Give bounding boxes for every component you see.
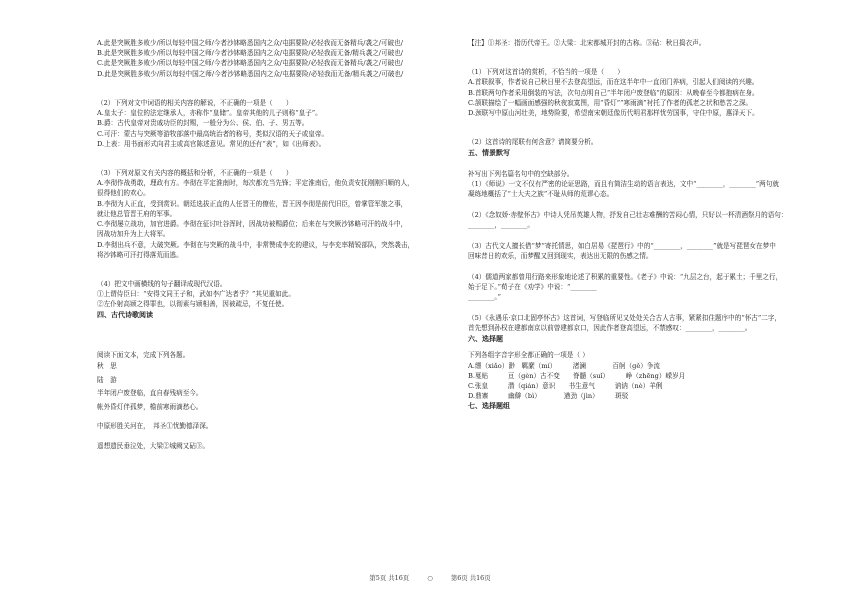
poem-line-2: 帐外昏灯伴孤梦，檐前寒雨滴愁心。: [97, 402, 203, 411]
q3-option-b: B.李彻为人正直，受到赏识。朝廷选拔正直的人任晋王的僚佐，晋王因李彻是前代旧臣，曾掌管军旅之事，: [97, 199, 408, 208]
dictation-5: （5）《永遇乐·京口北固亭怀古》这首词，写登临所见又处处关合古人古事，紧紧扣住题序中的“怀古”二字，: [468, 314, 782, 323]
pq1-option-b: B.首联两句作者采用倒装的写法，次句点明自己“半年闭户废登临”的原因：从晚春至今都抱病在身。: [468, 88, 759, 97]
q4-sentence-2: ②左仆射高颎之得罪也，以彻素与颎相善，因被疏忌，不复任使。: [97, 300, 289, 309]
pq1-option-a: A.首联叙事，作者说自己秋日里不去登高望远，而在这半年中一直闭门养病，引起人们阅读的兴趣。: [468, 78, 759, 87]
pq1-option-c: C.颔联描绘了一幅画面感强的秋夜寂寞图，用“昏灯”“寒雨滴”衬托了作者的孤老之状和愁苦之深。: [468, 98, 753, 107]
q2-option-d: D.上表：用书面形式向君主或高官陈述意见。常见的还有“表”，如《出师表》。: [97, 139, 326, 148]
q3-option-d-cont: 将沙钵略可汗打得落荒而逃。: [97, 250, 183, 259]
s6-option-a: A.缥（xiǎo）渺 羁縻（mí） 渚澜 百舸（gě）争流: [468, 361, 661, 370]
left-page-number: 第5页 共16页: [369, 574, 410, 582]
option-c: C.此是突厥胜多败少/所以每轻中国之师/今者沙钵略悉国内之众/屯据要险/必轻我而无备精兵/袭之/可破也/: [97, 59, 403, 68]
dictation-1: （1）《师说》一文不仅有严密的论证思路，而且有简洁生动的语言表达，文中“________，________”两句就: [468, 180, 779, 189]
dictation-1-cont: 凝练地概括了“士大夫之族”不耻从师的荒谬心态。: [468, 190, 614, 199]
q4-sentence-1: ①上谓侍臣曰：“安得文同王子和，武如李广达者乎？”其见重如此。: [97, 290, 295, 299]
reading-intro: 阅读下面文本，完成下列各题。: [97, 350, 190, 359]
poem-question-2: （2）这首诗的尾联有何含意？请简要分析。: [468, 138, 598, 147]
poem-line-4: 遥想遗民垂泣处，大梁②城阙又砧③。: [97, 441, 210, 450]
poem-question-1: （1）下列对这首诗的赏析，不恰当的一项是（ ）: [468, 68, 624, 77]
dictation-4-cont2: ________。”: [468, 293, 502, 302]
section-4-title: 四、古代诗歌阅读: [97, 310, 153, 319]
q3-option-c: C.李彻屡立战功，加官进爵。李彻在征讨吐谷浑时，因战功被赐爵位；后来在与突厥沙钵略可汗的战斗中，: [97, 220, 408, 229]
s6-option-b: B.戛贴 亘（gèn）古不变 脊髓（suǐ） 峥（zhēng）嵘岁月: [468, 371, 686, 380]
option-b: B.此是突厥胜多败少/所以每轻中国之师/今者沙钵略悉国内之众/屯据要险/必轻我而无备/精兵袭之/可破也/: [97, 49, 404, 58]
section-6-question: 下列各组字音字形全都正确的一项是（ ）: [468, 351, 589, 360]
q3-option-b-cont: 就让他总管晋王府的军事。: [97, 209, 177, 218]
dictation-5-cont: 首先想到孙权在建都南京以前曾建都京口，因此作者登高望远，不禁感叹：________，________。: [468, 324, 752, 333]
s6-option-d: D.鼎寨 幽僻（bì） 遒劲（jìn） 斑驳: [468, 392, 629, 401]
poem: [97, 360, 453, 453]
question-3: （3）下列对原文有关内容的概括和分析，不正确的一项是（ ）: [97, 168, 293, 177]
dictation-3-cont: 回味昔日的欢乐，而梦醒又回到现实，表达出无限的伤感之情。: [468, 252, 653, 261]
poem-line-3: 中原形胜关河在， 邦圣①忧勤德泽深。: [97, 422, 213, 431]
page-footer: [0, 573, 860, 582]
q2-option-a: A.皇太子：皇位的法定继承人，亦称作“皇储”。皇帝其他的儿子则称“皇子”。: [97, 109, 322, 118]
dictation-4-cont: 始于足下。”荀子在《劝学》中说：“________: [468, 283, 597, 292]
section-5-title: 五、情景默写: [468, 148, 510, 157]
poem-line-1: 半年闭户废登临，直自春残病至今。: [97, 389, 203, 398]
poem-title: 秋 思: [97, 362, 117, 371]
dictation-4: （4）儒道两家都曾用行路来形象地论述了积累的重要性。《老子》中说：“九层之台，起于累土；千里之行，: [468, 272, 783, 281]
question-2: （2）下列对文中词语的相关内容的解说，不正确的一项是（ ）: [97, 98, 293, 107]
s6-option-c: C.张皇 潜（qián）意识 书生意气 讷讷（nè）羊俐: [468, 382, 663, 390]
left-column: [97, 38, 453, 453]
question-4: （4）把文中画横线的句子翻译成现代汉语。: [97, 279, 227, 288]
section-7-title: 七、选择题组: [468, 402, 510, 411]
q2-option-c: C.可汗：蒙古与突厥等游牧部落中最高统治者的称号，类似汉语的天子或皇帝。: [97, 129, 329, 138]
dictation-2: （2）《念奴娇·赤壁怀古》中诗人凭吊英雄人物，抒发自己壮志难酬的苦闷心情，只好以一杯清酒祭月的语句：: [468, 211, 788, 220]
q3-option-d: D.李彻出兵不意，大破突厥。李彻在与突厥的战斗中，非常赞成李充的建议，与李充率精锐部队，突然袭击，: [97, 240, 415, 249]
q3-option-a: A.李彻作战勇敢，理政有方。李彻在平定淮南时，每次都充当先锋；平定淮南后，他负责安抚刚刚归顺的人，: [97, 179, 414, 188]
poem-author: 陆 游: [97, 375, 117, 384]
q2-option-b: B.爵：古代皇帝对贵戚功臣的封赐，一般分为公、侯、伯、子、男五等。: [97, 119, 309, 128]
section-6-title: 六、选择题: [468, 334, 503, 343]
dictation-2-cont: ________，________。: [468, 221, 534, 230]
option-d: D.此是突厥胜多败少/所以每轻中国之师/今者沙钵略悉国内之众/屯据要险/必轻我而无备/精兵袭之/可破也/: [97, 69, 404, 78]
poem-note: 【注】①邦圣：指历代帝王。②大梁：北宋都城开封的古称。③砧：秋日捣衣声。: [468, 39, 706, 47]
option-a: A.此是突厥胜多败少/所以每轻中国之师/今者沙钵略悉国内之众/屯据要险/必轻我而无备精兵/袭之/可破也/: [97, 39, 403, 47]
right-page-number: 第6页 共16页: [450, 574, 491, 582]
circle-mark: ○: [427, 574, 433, 582]
dictation-3: （3）古代文人擅长借“梦”寄托情思，如白居易《琵琶行》中的“________，________”就是写琵琶女在梦中: [468, 241, 776, 250]
q3-option-a-cont: 很得他们的欢心。: [97, 189, 150, 198]
section-5-intro: 补写出下列名篇名句中的空缺部分。: [468, 169, 574, 178]
pq1-option-d: D.颈联写中原山河壮美，地势险要，希望南宋朝廷像历代明君那样忧劳国事，守住中原，惠泽天下。: [468, 109, 759, 118]
q3-option-c-cont: 因战功加升为上大将军。: [97, 230, 170, 239]
right-column: [468, 38, 824, 412]
